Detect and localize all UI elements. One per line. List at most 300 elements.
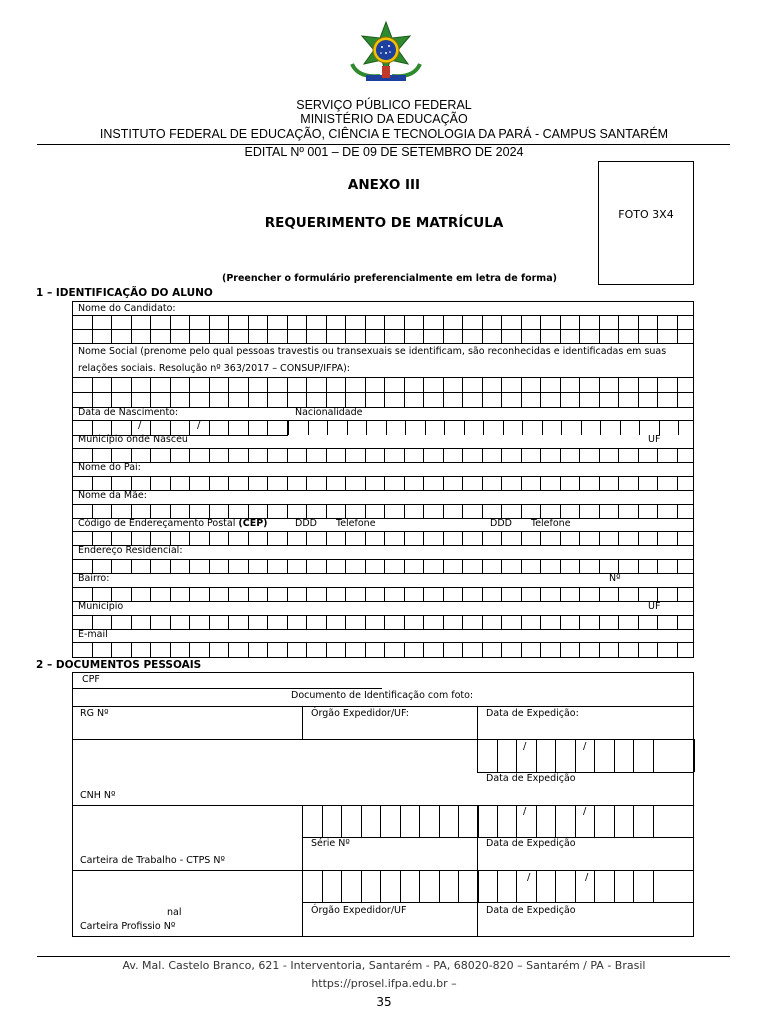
letter-cell-divider — [150, 642, 151, 658]
letter-cell-divider — [657, 448, 658, 462]
letter-cell-divider — [228, 642, 229, 658]
letter-cell-divider — [170, 531, 171, 545]
letter-cell-divider — [521, 559, 522, 573]
letter-cell-divider — [423, 587, 424, 601]
letter-cell-divider — [618, 559, 619, 573]
letter-cell-divider — [365, 615, 366, 629]
letter-cell-divider — [423, 531, 424, 545]
letter-cell-divider — [638, 642, 639, 658]
nome-social-label-1: Nome Social (prenome pelo qual pessoas travestis ou transexuais se identificam, são reconhecidas e identificadas em suas — [78, 346, 667, 357]
letter-cell-divider — [423, 448, 424, 462]
letter-cell-divider — [365, 531, 366, 545]
grid-line — [72, 629, 694, 630]
letter-cell-divider — [341, 870, 342, 902]
letter-cell-divider — [599, 587, 600, 601]
letter-cell-divider — [326, 587, 327, 601]
letter-cell-divider — [170, 476, 171, 490]
letter-cell-divider — [150, 531, 151, 545]
grid-line — [477, 706, 478, 739]
grid-line — [694, 739, 695, 772]
footer-divider — [37, 956, 730, 957]
letter-cell-divider — [560, 531, 561, 545]
bairro-label: Bairro: — [78, 573, 110, 584]
letter-cell-divider — [501, 642, 502, 658]
letter-cell-divider — [633, 739, 634, 772]
letter-cell-divider — [287, 642, 288, 658]
letter-cell-divider — [72, 531, 73, 545]
letter-cell-divider — [677, 504, 678, 518]
letter-cell-divider — [306, 504, 307, 518]
edital-line: EDITAL Nº 001 – DE 09 DE SETEMBRO DE 2024 — [244, 145, 524, 159]
letter-cell-divider — [345, 642, 346, 658]
letter-cell-divider — [131, 642, 132, 658]
letter-cell-divider — [327, 420, 328, 435]
grid-line — [72, 739, 694, 740]
date-separator: / — [585, 872, 589, 883]
letter-cell-divider — [516, 870, 517, 902]
letter-cell-divider — [423, 504, 424, 518]
letter-cell-divider — [657, 504, 658, 518]
letter-cell-divider — [228, 587, 229, 601]
letter-cell-divider — [384, 642, 385, 658]
letter-cell-divider — [248, 642, 249, 658]
letter-cell-divider — [302, 870, 303, 902]
letter-cell-divider — [111, 559, 112, 573]
date-separator: / — [527, 872, 531, 883]
data-exp-label-2: Data de Expedição — [486, 773, 576, 784]
photo-box — [598, 161, 694, 285]
letter-cell-divider — [423, 615, 424, 629]
letter-cell-divider — [497, 805, 498, 837]
letter-cell-divider — [92, 587, 93, 601]
letter-cell-divider — [638, 504, 639, 518]
letter-cell-divider — [361, 805, 362, 837]
letter-cell-divider — [228, 615, 229, 629]
grid-line — [72, 518, 694, 519]
letter-cell-divider — [560, 559, 561, 573]
letter-cell-divider — [72, 559, 73, 573]
letter-cell-divider — [579, 476, 580, 490]
letter-cell-divider — [677, 531, 678, 545]
letter-cell-divider — [516, 805, 517, 837]
letter-cell-divider — [555, 739, 556, 772]
letter-cell-divider — [614, 739, 615, 772]
grid-line — [72, 462, 694, 463]
letter-cell-divider — [599, 476, 600, 490]
letter-cell-divider — [560, 615, 561, 629]
letter-cell-divider — [521, 587, 522, 601]
letter-cell-divider — [365, 476, 366, 490]
letter-cell-divider — [561, 420, 562, 435]
letter-cell-divider — [287, 531, 288, 545]
letter-cell-divider — [384, 448, 385, 462]
section-1-title: 1 – IDENTIFICAÇÃO DO ALUNO — [36, 287, 213, 299]
letter-cell-divider — [581, 420, 582, 435]
annex-title: ANEXO III — [347, 177, 421, 193]
data-exp-label-4: Data de Expedição — [486, 905, 576, 916]
letter-cell-divider — [536, 870, 537, 902]
letter-cell-divider — [131, 420, 132, 435]
letter-cell-divider — [228, 504, 229, 518]
letter-cell-divider — [516, 739, 517, 772]
grid-line — [72, 343, 694, 344]
letter-cell-divider — [600, 420, 601, 435]
letter-cell-divider — [540, 448, 541, 462]
letter-cell-divider — [386, 420, 387, 435]
letter-cell-divider — [189, 476, 190, 490]
letter-cell-divider — [657, 559, 658, 573]
letter-cell-divider — [326, 504, 327, 518]
letter-cell-divider — [483, 420, 484, 435]
letter-cell-divider — [478, 870, 479, 902]
letter-cell-divider — [209, 559, 210, 573]
section-2-title: 2 – DOCUMENTOS PESSOAIS — [36, 659, 202, 671]
letter-cell-divider — [521, 476, 522, 490]
letter-cell-divider — [150, 559, 151, 573]
letter-cell-divider — [540, 587, 541, 601]
letter-cell-divider — [384, 587, 385, 601]
letter-cell-divider — [599, 448, 600, 462]
letter-cell-divider — [365, 642, 366, 658]
date-separator: / — [523, 806, 527, 817]
letter-cell-divider — [599, 559, 600, 573]
letter-cell-divider — [288, 420, 289, 435]
letter-cell-divider — [150, 615, 151, 629]
letter-cell-divider — [170, 504, 171, 518]
grid-line — [302, 837, 694, 838]
grid-line — [477, 772, 694, 773]
letter-cell-divider — [464, 420, 465, 435]
letter-cell-divider — [458, 805, 459, 837]
letter-cell-divider — [306, 531, 307, 545]
letter-cell-divider — [419, 805, 420, 837]
cep-label: Código de Endereçamento Postal (CEP) — [78, 518, 268, 529]
email-label: E-mail — [78, 629, 108, 640]
letter-cell-divider — [404, 476, 405, 490]
letter-cell-divider — [189, 615, 190, 629]
letter-cell-divider — [92, 559, 93, 573]
letter-cell-divider — [248, 476, 249, 490]
letter-cell-divider — [380, 870, 381, 902]
letter-cell-divider — [477, 739, 478, 772]
letter-cell-divider — [521, 615, 522, 629]
letter-cell-divider — [404, 615, 405, 629]
letter-cell-divider — [322, 870, 323, 902]
letter-cell-divider — [111, 615, 112, 629]
letter-cell-divider — [638, 559, 639, 573]
letter-cell-divider — [618, 615, 619, 629]
letter-cell-divider — [326, 531, 327, 545]
letter-cell-divider — [425, 420, 426, 435]
letter-cell-divider — [536, 739, 537, 772]
letter-cell-divider — [248, 615, 249, 629]
letter-cell-divider — [477, 870, 478, 902]
letter-cell-divider — [248, 587, 249, 601]
letter-cell-divider — [659, 420, 660, 435]
letter-cell-divider — [579, 448, 580, 462]
letter-cell-divider — [594, 739, 595, 772]
letter-cell-divider — [677, 559, 678, 573]
letter-cell-divider — [170, 615, 171, 629]
letter-cell-divider — [633, 805, 634, 837]
letter-cell-divider — [497, 739, 498, 772]
letter-cell-divider — [443, 504, 444, 518]
letter-cell-divider — [618, 531, 619, 545]
letter-cell-divider — [209, 476, 210, 490]
letter-cell-divider — [170, 587, 171, 601]
letter-cell-divider — [111, 448, 112, 462]
letter-cell-divider — [92, 476, 93, 490]
letter-cell-divider — [326, 559, 327, 573]
letter-cell-divider — [638, 587, 639, 601]
letter-cell-divider — [150, 476, 151, 490]
letter-cell-divider — [423, 559, 424, 573]
letter-cell-divider — [677, 476, 678, 490]
letter-cell-divider — [482, 476, 483, 490]
instruction-text: (Preencher o formulário preferencialmente em letra de forma) — [222, 273, 557, 284]
letter-cell-divider — [540, 504, 541, 518]
letter-cell-divider — [209, 587, 210, 601]
grid-line — [72, 531, 694, 532]
letter-cell-divider — [131, 476, 132, 490]
letter-cell-divider — [306, 448, 307, 462]
numero-label: Nº — [609, 573, 621, 584]
letter-cell-divider — [228, 476, 229, 490]
letter-cell-divider — [521, 448, 522, 462]
letter-cell-divider — [594, 870, 595, 902]
letter-cell-divider — [228, 420, 229, 435]
letter-cell-divider — [209, 531, 210, 545]
letter-cell-divider — [92, 448, 93, 462]
footer-address: Av. Mal. Castelo Branco, 621 - Interventoria, Santarém - PA, 68020-820 – Santarém / PA - Brasil — [122, 959, 646, 972]
letter-cell-divider — [501, 476, 502, 490]
letter-cell-divider — [404, 448, 405, 462]
letter-cell-divider — [287, 476, 288, 490]
letter-cell-divider — [306, 559, 307, 573]
letter-cell-divider — [579, 642, 580, 658]
letter-cell-divider — [458, 870, 459, 902]
grid-line — [72, 504, 694, 505]
letter-cell-divider — [131, 531, 132, 545]
nascimento-label: Data de Nascimento: — [78, 407, 179, 418]
letter-cell-divider — [575, 739, 576, 772]
letter-cell-divider — [111, 642, 112, 658]
letter-cell-divider — [150, 448, 151, 462]
letter-cell-divider — [522, 420, 523, 435]
letter-cell-divider — [599, 504, 600, 518]
letter-cell-divider — [248, 420, 249, 435]
grid-line — [72, 615, 694, 616]
grid-line — [72, 706, 694, 707]
letter-cell-divider — [482, 587, 483, 601]
letter-cell-divider — [287, 504, 288, 518]
letter-cell-divider — [365, 559, 366, 573]
letter-cell-divider — [267, 615, 268, 629]
letter-cell-divider — [228, 448, 229, 462]
letter-cell-divider — [555, 805, 556, 837]
letter-cell-divider — [92, 615, 93, 629]
letter-cell-divider — [345, 531, 346, 545]
letter-cell-divider — [92, 420, 93, 435]
uf-label-2: UF — [648, 601, 661, 612]
cpf-label: CPF — [82, 674, 100, 685]
letter-cell-divider — [443, 642, 444, 658]
letter-cell-divider — [248, 504, 249, 518]
letter-cell-divider — [599, 615, 600, 629]
letter-cell-divider — [439, 870, 440, 902]
grid-line — [72, 476, 694, 477]
letter-cell-divider — [380, 805, 381, 837]
letter-cell-divider — [384, 531, 385, 545]
letter-cell-divider — [267, 559, 268, 573]
letter-cell-divider — [404, 559, 405, 573]
letter-cell-divider — [542, 420, 543, 435]
letter-cell-divider — [72, 504, 73, 518]
grid-line — [72, 490, 694, 491]
letter-cell-divider — [618, 448, 619, 462]
letter-cell-divider — [189, 420, 190, 435]
letter-cell-divider — [150, 504, 151, 518]
letter-cell-divider — [462, 476, 463, 490]
letter-cell-divider — [575, 805, 576, 837]
letter-cell-divider — [111, 476, 112, 490]
letter-cell-divider — [150, 587, 151, 601]
letter-cell-divider — [677, 448, 678, 462]
letter-cell-divider — [579, 559, 580, 573]
grid-line — [302, 902, 694, 903]
rg-label: RG Nº — [80, 708, 109, 719]
letter-cell-divider — [560, 448, 561, 462]
grid-line — [72, 642, 694, 643]
letter-cell-divider — [618, 476, 619, 490]
letter-cell-divider — [443, 559, 444, 573]
header-line-1: SERVIÇO PÚBLICO FEDERAL — [296, 98, 472, 112]
ddd-label-2: DDD — [490, 518, 512, 529]
letter-cell-divider — [560, 642, 561, 658]
letter-cell-divider — [639, 420, 640, 435]
letter-cell-divider — [131, 615, 132, 629]
letter-cell-divider — [287, 448, 288, 462]
letter-cell-divider — [384, 615, 385, 629]
letter-cell-divider — [478, 805, 479, 837]
grid-line — [72, 545, 694, 546]
letter-cell-divider — [72, 420, 73, 435]
letter-cell-divider — [638, 615, 639, 629]
grid-line — [72, 573, 694, 574]
letter-cell-divider — [345, 615, 346, 629]
letter-cell-divider — [326, 476, 327, 490]
grid-line — [72, 587, 694, 588]
letter-cell-divider — [462, 531, 463, 545]
letter-cell-divider — [423, 642, 424, 658]
letter-cell-divider — [287, 587, 288, 601]
letter-cell-divider — [209, 642, 210, 658]
grid-line — [72, 315, 694, 316]
ddd-label-1: DDD — [295, 518, 317, 529]
letter-cell-divider — [482, 531, 483, 545]
letter-cell-divider — [326, 642, 327, 658]
letter-cell-divider — [579, 531, 580, 545]
pai-label: Nome do Pai: — [78, 462, 141, 473]
grid-line — [72, 448, 694, 449]
letter-cell-divider — [345, 476, 346, 490]
letter-cell-divider — [678, 420, 679, 435]
letter-cell-divider — [209, 504, 210, 518]
letter-cell-divider — [657, 531, 658, 545]
letter-cell-divider — [384, 504, 385, 518]
letter-cell-divider — [560, 587, 561, 601]
letter-cell-divider — [501, 448, 502, 462]
letter-cell-divider — [423, 476, 424, 490]
letter-cell-divider — [189, 642, 190, 658]
letter-cell-divider — [560, 504, 561, 518]
photo-label: FOTO 3X4 — [618, 208, 674, 221]
letter-cell-divider — [92, 531, 93, 545]
letter-cell-divider — [267, 587, 268, 601]
serie-label: Série Nº — [311, 838, 350, 849]
letter-cell-divider — [462, 448, 463, 462]
letter-cell-divider — [540, 476, 541, 490]
letter-cell-divider — [248, 559, 249, 573]
letter-cell-divider — [308, 420, 309, 435]
letter-cell-divider — [653, 870, 654, 902]
municipio-label: Município — [78, 601, 124, 612]
letter-cell-divider — [72, 448, 73, 462]
letter-cell-divider — [620, 420, 621, 435]
letter-cell-divider — [482, 642, 483, 658]
letter-cell-divider — [111, 587, 112, 601]
prof-label-2: Carteira Profissio Nº — [80, 921, 176, 932]
letter-cell-divider — [287, 559, 288, 573]
endereco-label: Endereço Residencial: — [78, 545, 183, 556]
letter-cell-divider — [497, 870, 498, 902]
letter-cell-divider — [209, 420, 210, 435]
letter-cell-divider — [341, 805, 342, 837]
letter-cell-divider — [653, 739, 654, 772]
letter-cell-divider — [599, 642, 600, 658]
letter-cell-divider — [365, 504, 366, 518]
nome-social-label-2: relações sociais. Resolução nº 363/2017 – CONSUP/IFPA): — [78, 363, 350, 374]
grid-line — [72, 329, 694, 330]
letter-cell-divider — [267, 476, 268, 490]
letter-cell-divider — [618, 642, 619, 658]
letter-cell-divider — [111, 504, 112, 518]
letter-cell-divider — [575, 870, 576, 902]
grid-line — [302, 706, 303, 739]
letter-cell-divider — [72, 587, 73, 601]
letter-cell-divider — [477, 805, 478, 837]
letter-cell-divider — [361, 870, 362, 902]
letter-cell-divider — [287, 615, 288, 629]
letter-cell-divider — [302, 805, 303, 837]
orgao-uf-label-2: Órgão Expedidor/UF — [311, 905, 407, 916]
letter-cell-divider — [419, 870, 420, 902]
letter-cell-divider — [677, 587, 678, 601]
letter-cell-divider — [131, 448, 132, 462]
letter-cell-divider — [405, 420, 406, 435]
letter-cell-divider — [92, 504, 93, 518]
letter-cell-divider — [482, 559, 483, 573]
letter-cell-divider — [170, 642, 171, 658]
grid-line — [72, 559, 694, 560]
letter-cell-divider — [657, 476, 658, 490]
form-title: REQUERIMENTO DE MATRÍCULA — [264, 215, 504, 231]
data-exp-label-3: Data de Expedição — [486, 838, 576, 849]
letter-cell-divider — [657, 615, 658, 629]
letter-cell-divider — [677, 615, 678, 629]
grid-line — [72, 377, 694, 378]
letter-cell-divider — [501, 531, 502, 545]
